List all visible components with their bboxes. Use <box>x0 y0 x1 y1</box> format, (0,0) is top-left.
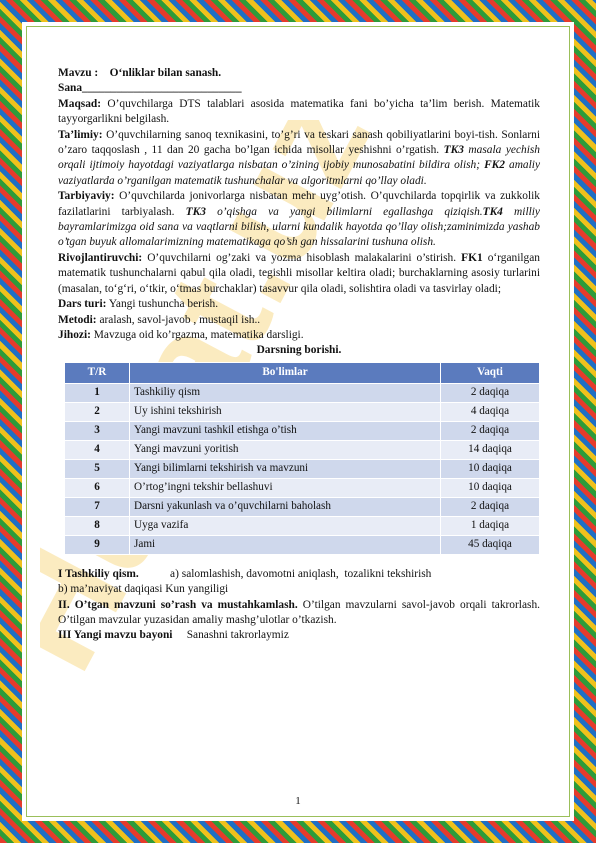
table-header-section: Bo'limlar <box>130 362 441 383</box>
table-row <box>65 535 540 554</box>
row-number: 7 <box>65 497 130 516</box>
developmental-paragraph <box>58 251 540 297</box>
row-section: Uy ishini tekshirish <box>130 402 441 421</box>
table-row <box>65 478 540 497</box>
goal-paragraph <box>58 97 540 128</box>
section-2-paragraph <box>58 598 540 629</box>
section-1-text: a) salomlashish, davomotni aniqlash, tozalikni tekshirish <box>138 567 432 580</box>
section-3-line <box>58 628 540 643</box>
row-number: 1 <box>65 383 130 402</box>
equipment-line <box>58 328 540 343</box>
date-line: Sana____________________________ <box>58 82 242 95</box>
row-time: 2 daqiqa <box>441 497 540 516</box>
table-header-row <box>65 362 540 383</box>
row-time: 10 daqiqa <box>441 478 540 497</box>
row-section: Yangi mavzuni tashkil etishga o’tish <box>130 421 441 440</box>
section-1-b-line: b) ma’naviyat daqiqasi Kun yangiligi <box>58 583 229 596</box>
lesson-type-value: Yangi tushuncha berish. <box>106 298 219 311</box>
upbringing-tk4-text: milliy bayramlarimizga oid sana va vaqtlarni bilish, ularni kundalik hayotda qo’llay olish;zaminimizda yashab o’tgan buyuk allomalarimizning matematikaga qo’sh gan hissalarini tushuna olish. <box>58 205 540 249</box>
educational-paragraph <box>58 128 540 190</box>
section-3-text: Sanashni takrorlaymiz <box>172 629 289 642</box>
table-header-time: Vaqti <box>441 362 540 383</box>
educational-tk3-text: masala yechish orqali ijtimoiy hayotdagi vaziyatlarga nisbatan o’zining ijobiy munosabatini bildira olish; <box>58 144 540 172</box>
educational-text: O’quvchilarning sanoq texnikasini, to’g’ri va teskari sanash qobiliyatlarini boyi-tish. Sonlarni o’zaro taqqoslash , 11 dan 20 gacha bo’lgan ichida misollar yeshishni o’rgatish. <box>58 128 540 157</box>
row-number: 2 <box>65 402 130 421</box>
row-time: 1 daqiqa <box>441 516 540 535</box>
educational-label: Ta’limiy: <box>58 128 103 141</box>
upbringing-text: O’quvchilarda jonivorlarga nisbatan mehr uyg’otish. O’quvchilarda topqirlik va zukkolik fazilatlarini tarbiyalash. <box>58 190 540 218</box>
table-row <box>65 497 540 516</box>
table-row <box>65 516 540 535</box>
row-time: 2 daqiqa <box>441 383 540 402</box>
document-body <box>58 66 540 644</box>
row-time: 14 daqiqa <box>441 440 540 459</box>
row-section: O’rtog’ingni tekshir bellashuvi <box>130 478 441 497</box>
upbringing-label: Tarbiyaviy: <box>58 190 115 203</box>
row-number: 4 <box>65 440 130 459</box>
section-1-label: I Tashkiliy qism. <box>58 567 139 580</box>
row-number: 8 <box>65 516 130 535</box>
row-number: 3 <box>65 421 130 440</box>
table-row <box>65 459 540 478</box>
row-section: Tashkiliy qism <box>130 383 441 402</box>
upbringing-tk4: TK4 <box>482 205 503 218</box>
section-1-line <box>58 567 540 582</box>
row-time: 4 daqiqa <box>441 402 540 421</box>
method-label: Metodi: <box>58 313 97 326</box>
section-2-label: II. O’tgan mavzuni so’rash va mustahkamlash. <box>58 598 298 611</box>
section-2-text: O’tilgan mavzularni savol-javob orqali takrorlash. O’tilgan mavzular yuzasidan amaliy mashg’ulotlar o’tkazish. <box>58 598 540 626</box>
educational-fk2-text: amaliy vaziyatlarda o’rganilgan matematik tushunchalar va algoritmlarni qo’llay oladi. <box>58 159 540 187</box>
page-number: 1 <box>295 795 301 807</box>
method-line <box>58 313 540 328</box>
table-header-number: T/R <box>65 362 130 383</box>
educational-tk3: TK3 <box>443 144 464 157</box>
table-row <box>65 421 540 440</box>
developmental-fk1: FK1 <box>461 251 483 264</box>
equipment-value: Mavzuga oid ko’rgazma, matematika darsligi. <box>90 328 304 341</box>
row-section: Darsni yakunlash va o’quvchilarni baholash <box>130 497 441 516</box>
developmental-label: Rivojlantiruvchi: <box>58 251 143 264</box>
table-row <box>65 440 540 459</box>
row-number: 5 <box>65 459 130 478</box>
topic-line <box>58 66 540 81</box>
method-value: aralash, savol-javob , mustaqil ish.. <box>96 313 261 326</box>
table-caption: Darsning borishi. <box>256 344 342 357</box>
lesson-plan-table <box>64 362 540 555</box>
row-number: 6 <box>65 478 130 497</box>
row-time: 2 daqiqa <box>441 421 540 440</box>
topic-label: Mavzu : <box>58 67 99 79</box>
equipment-label: Jihozi: <box>58 328 91 341</box>
topic-value: O‘nliklar bilan sanash. <box>109 67 222 79</box>
row-section: Jami <box>130 535 441 554</box>
goal-label: Maqsad: <box>58 97 102 110</box>
table-row <box>65 402 540 421</box>
row-section: Yangi bilimlarni tekshirish va mavzuni <box>130 459 441 478</box>
row-number: 9 <box>65 535 130 554</box>
lesson-type-label: Dars turi: <box>58 298 107 311</box>
section-3-label: III Yangi mavzu bayoni <box>58 629 173 642</box>
row-time: 10 daqiqa <box>441 459 540 478</box>
row-section: Uyga vazifa <box>130 516 441 535</box>
upbringing-tk3: TK3 <box>185 205 206 218</box>
developmental-fk1-text: o‘rganilgan matematik tushunchalarni qabul qila oladi, tegishli misollar keltira oladi; burchaklarning asosiy turlarini (masalan, to‘g‘ri, o‘tkir, o‘tmas burchaklar) tasavvur qila oladi, solishtira oladi va tasvirlay oladi; <box>58 251 540 295</box>
lesson-type-line <box>58 297 540 312</box>
developmental-text: O’quvchilarni og’zaki va yozma hisoblash malakalarini o’stirish. <box>142 251 462 264</box>
table-row <box>65 383 540 402</box>
educational-fk2: FK2 <box>484 159 505 172</box>
row-time: 45 daqiqa <box>441 535 540 554</box>
upbringing-tk3-text: o’qishga va yangi bilimlarni egallashga qiziqish. <box>205 205 483 218</box>
row-section: Yangi mavzuni yoritish <box>130 440 441 459</box>
upbringing-paragraph <box>58 189 540 251</box>
goal-text: O’quvchilarga DTS talablari asosida matematika fani bo’yicha ta’lim berish. Matematik tayyorgarlikni belgilash. <box>58 97 540 126</box>
